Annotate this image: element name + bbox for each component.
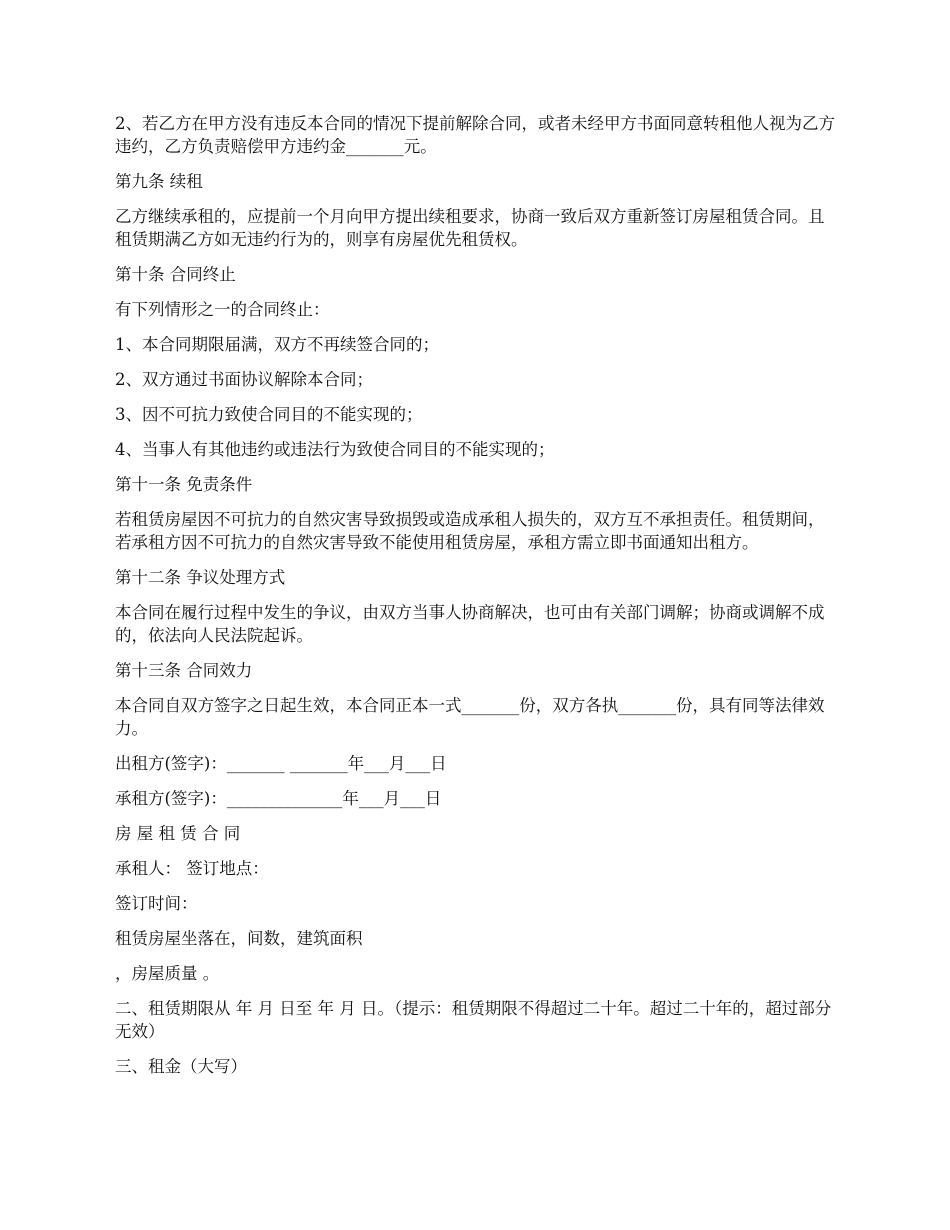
article-10-item-3: 3、因不可抗力致使合同目的不能实现的； — [115, 405, 423, 424]
article-12-heading: 第十二条 争议处理方式 — [115, 568, 286, 587]
article-13-text: 本合同自双方签字之日起生效，本合同正本一式_______份，双方各执_______份，具有同等法律效力。 — [115, 696, 825, 738]
property-quality-line: ，房屋质量 。 — [115, 964, 220, 983]
article-10-item-1: 1、本合同期限届满，双方不再续签合同的； — [115, 335, 439, 354]
article-11-text: 若租赁房屋因不可抗力的自然灾害导致损毁或造成承租人损失的，双方互不承担责任。租赁期间，若承租方因不可抗力的自然灾害导致不能使用租赁房屋，承租方需立即书面通知出租方。 — [115, 510, 825, 552]
signing-time-line: 签订时间： — [115, 894, 198, 913]
article-10-intro: 有下列情形之一的合同终止： — [115, 300, 330, 319]
article-9-text: 乙方继续承租的，应提前一个月向甲方提出续租要求，协商一致后双方重新签订房屋租赁合同。且租赁期满乙方如无违约行为的，则享有房屋优先租赁权。 — [115, 207, 825, 249]
clause-8-item-2: 2、若乙方在甲方没有违反本合同的情况下提前解除合同，或者未经甲方书面同意转租他人视为乙方违约，乙方负责赔偿甲方违约金_______元。 — [115, 114, 835, 156]
article-10-heading: 第十条 合同终止 — [115, 265, 236, 284]
contract-title: 房 屋 租 赁 合 同 — [115, 824, 241, 843]
article-10-item-2: 2、双方通过书面协议解除本合同； — [115, 370, 373, 389]
lease-term-clause: 二、租赁期限从 年 月 日至 年 月 日。（提示：租赁期限不得超过二十年。超过二十年的，超过部分无效） — [115, 999, 832, 1041]
property-location-line: 租赁房屋坐落在，间数，建筑面积 — [115, 929, 363, 948]
article-13-heading: 第十三条 合同效力 — [115, 661, 253, 680]
document-body — [115, 112, 840, 1090]
article-10-item-4: 4、当事人有其他违约或违法行为致使合同目的不能实现的； — [115, 440, 555, 459]
lessee-signature-line: 承租方(签字)：______________年___月___日 — [115, 789, 442, 808]
article-11-heading: 第十一条 免责条件 — [115, 475, 253, 494]
article-12-text: 本合同在履行过程中发生的争议，由双方当事人协商解决，也可由有关部门调解；协商或调解不成的，依法向人民法院起诉。 — [115, 603, 825, 645]
rent-clause: 三、租金（大写） — [115, 1057, 247, 1076]
lessor-signature-line: 出租方(签字)：_______ _______年___月___日 — [115, 754, 447, 773]
lessee-and-place-line: 承租人： 签订地点： — [115, 859, 269, 878]
article-9-heading: 第九条 续租 — [115, 172, 203, 191]
